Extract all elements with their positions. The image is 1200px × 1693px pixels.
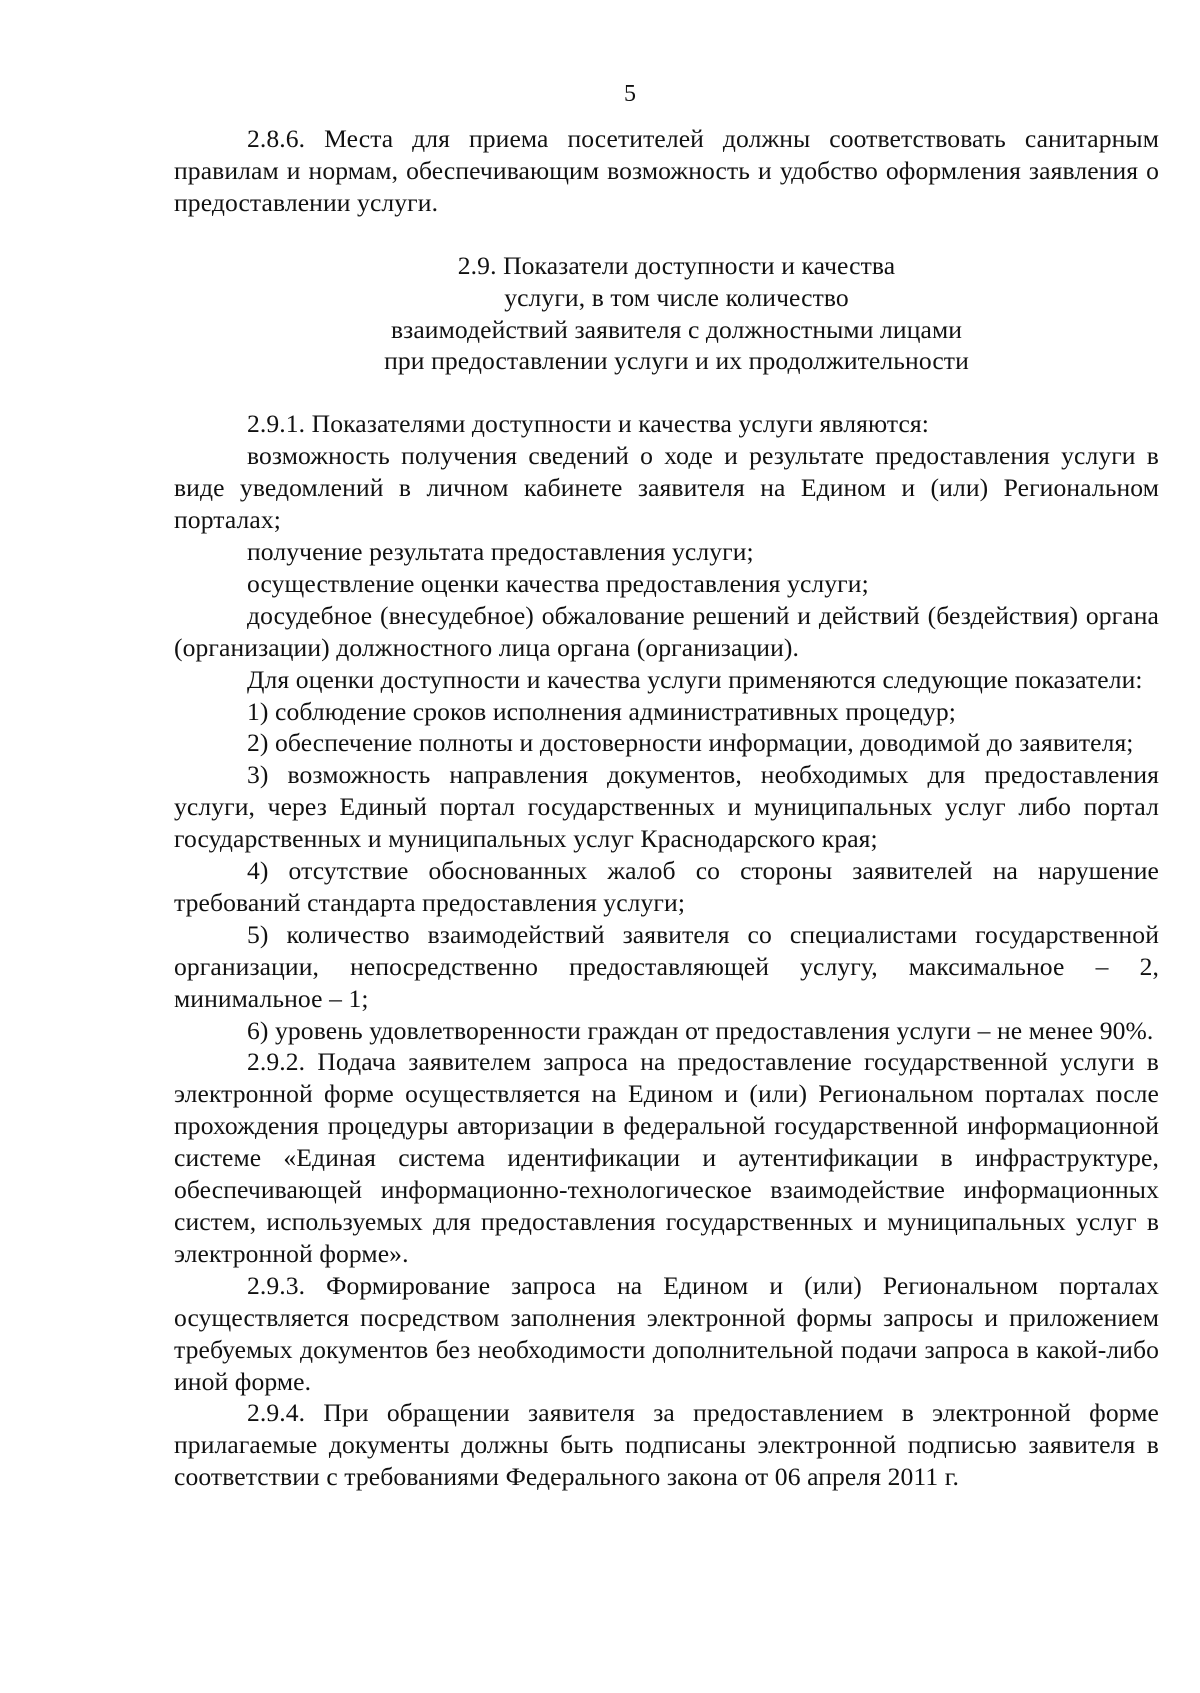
page-number: 5 bbox=[624, 81, 636, 107]
paragraph-2-9-2: 2.9.2. Подача заявителем запроса на предоставление государственной услуги в электронной форме осуществляется на Едином и (или) Региональном порталах после прохождения процедуры авторизации в федеральной государственной информационной системе «Единая система идентификации и аутентификации в инфраструктуре, обеспечивающей информационно-технологическое взаимодействие информационных систем, используемых для предоставления государственных и муниципальных услуг в электронной форме». bbox=[174, 1047, 1159, 1268]
paragraph-indicators-intro: Для оценки доступности и качества услуги применяются следующие показатели: bbox=[247, 664, 1143, 694]
heading-line: услуги, в том числе количество bbox=[504, 282, 849, 312]
list-item: 3) возможность направления документов, необходимых для предоставления услуги, через Единый портал государственных и муниципальных услуг либо портал государственных и муниципальных услуг Краснодарского края; bbox=[174, 760, 1159, 854]
list-item: досудебное (внесудебное) обжалование решений и действий (бездействия) органа (организации) должностного лица органа (организации). bbox=[174, 600, 1159, 662]
list-item: 5) количество взаимодействий заявителя со специалистами государственной организации, непосредственно предоставляющей услугу, максимальное – 2, минимальное – 1; bbox=[174, 919, 1159, 1013]
list-item: 4) отсутствие обоснованных жалоб со стороны заявителей на нарушение требований стандарта предоставления услуги; bbox=[174, 856, 1159, 917]
list-item: осуществление оценки качества предоставления услуги; bbox=[247, 568, 869, 598]
paragraph-2-9-1: 2.9.1. Показателями доступности и качества услуги являются: bbox=[247, 409, 929, 439]
heading-line: взаимодействий заявителя с должностными лицами bbox=[390, 314, 963, 344]
list-item: 2) обеспечение полноты и достоверности информации, доводимой до заявителя; bbox=[247, 728, 1134, 758]
list-item: возможность получения сведений о ходе и результате предоставления услуги в виде уведомлений в личном кабинете заявителя на Едином и (или) Региональном порталах; bbox=[174, 441, 1159, 535]
heading-line: 2.9. Показатели доступности и качества bbox=[457, 250, 896, 280]
list-item: 6) уровень удовлетворенности граждан от предоставления услуги – не менее 90%. bbox=[247, 1015, 1154, 1045]
heading-line: при предоставлении услуги и их продолжительности bbox=[384, 346, 969, 376]
list-item: получение результата предоставления услуги; bbox=[247, 536, 754, 566]
section-heading-2-9 bbox=[174, 250, 1159, 378]
paragraph-2-8-6: 2.8.6. Места для приема посетителей должны соответствовать санитарным правилам и нормам, обеспечивающим возможность и удобство оформления заявления о предоставлении услуги. bbox=[174, 124, 1159, 217]
paragraph-2-9-3: 2.9.3. Формирование запроса на Едином и (или) Региональном порталах осуществляется посредством заполнения электронной формы запросы и приложением требуемых документов без необходимости дополнительной подачи запроса в какой-либо иной форме. bbox=[174, 1270, 1159, 1396]
list-item: 1) соблюдение сроков исполнения административных процедур; bbox=[247, 696, 956, 726]
paragraph-2-9-4: 2.9.4. При обращении заявителя за предоставлением в электронной форме прилагаемые документы должны быть подписаны электронной подписью заявителя в соответствии с требованиями Федерального закона от 06 апреля 2011 г. bbox=[174, 1398, 1159, 1492]
document-body bbox=[174, 123, 1159, 1493]
